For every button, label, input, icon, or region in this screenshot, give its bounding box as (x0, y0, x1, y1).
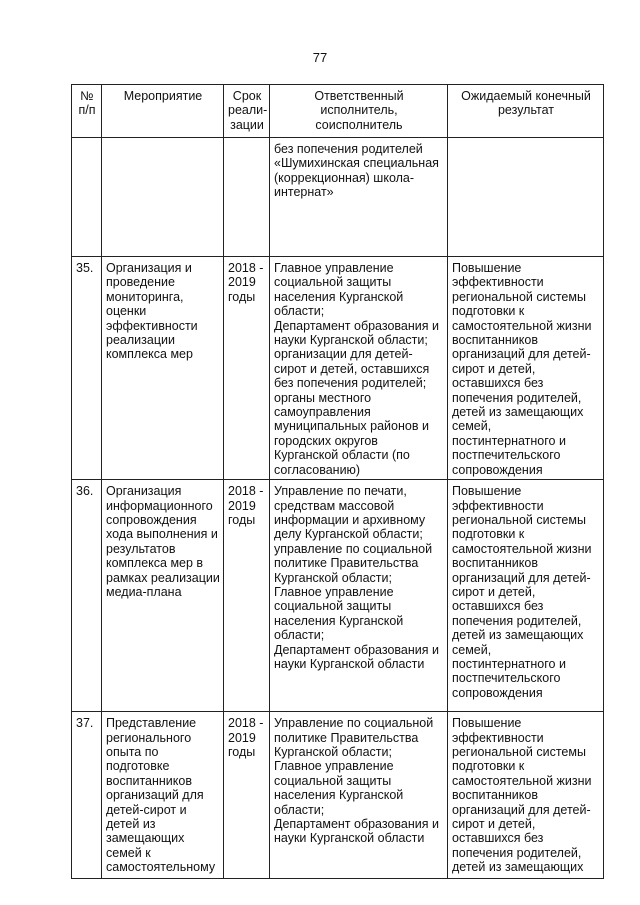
cell-number: 36. (72, 480, 102, 712)
table-row (72, 138, 604, 257)
cell-result: Повышение эффективности региональной системы подготовки к самостоятельной жизни воспитанников организаций для детей- сирот и детей, оставшихся без попечения родителей, детей из замещающих семей, постинтернатного и постпечительского сопровождения (448, 257, 604, 480)
cell-term (224, 138, 270, 257)
table-row (72, 257, 604, 480)
measures-table (71, 84, 604, 879)
header-result: Ожидаемый конечный результат (448, 85, 604, 138)
cell-number: 37. (72, 712, 102, 879)
cell-responsible: Главное управление социальной защиты населения Курганской области; Департамент образования и науки Курганской области; организации для детей- сирот и детей, оставшихся без попечения родителей; органы местного самоуправления муниципальных районов и городских округов Курганской области (по согласованию) (270, 257, 448, 480)
cell-number (72, 138, 102, 257)
cell-event (102, 138, 224, 257)
cell-term: 2018 - 2019 годы (224, 480, 270, 712)
header-number: № п/п (72, 85, 102, 138)
page-number: 77 (312, 50, 328, 65)
table-row (72, 480, 604, 712)
cell-event: Организация и проведение мониторинга, оценки эффективности реализации комплекса мер (102, 257, 224, 480)
cell-number: 35. (72, 257, 102, 480)
cell-term: 2018 - 2019 годы (224, 712, 270, 879)
cell-event: Организация информационного сопровождения хода выполнения и результатов комплекса мер в рамках реализации медиа-плана (102, 480, 224, 712)
cell-term: 2018 - 2019 годы (224, 257, 270, 480)
cell-responsible: без попечения родителей «Шумихинская специальная (коррекционная) школа- интернат» (270, 138, 448, 257)
cell-result (448, 138, 604, 257)
table-row (72, 712, 604, 879)
cell-responsible: Управление по печати, средствам массовой информации и архивному делу Курганской области; управление по социальной политике Правительства Курганской области; Главное управление социальной защиты населения Курганской области; Департамент образования и науки Курганской области (270, 480, 448, 712)
cell-responsible: Управление по социальной политике Правительства Курганской области; Главное управление социальной защиты населения Курганской области; Департамент образования и науки Курганской области (270, 712, 448, 879)
cell-result: Повышение эффективности региональной системы подготовки к самостоятельной жизни воспитанников организаций для детей- сирот и детей, оставшихся без попечения родителей, детей из замещающих (448, 712, 604, 879)
cell-event: Представление регионального опыта по подготовке воспитанников организаций для детей-сирот и детей из замещающих семей к самостоятельному (102, 712, 224, 879)
table-header-row (72, 85, 604, 138)
cell-result: Повышение эффективности региональной системы подготовки к самостоятельной жизни воспитанников организаций для детей- сирот и детей, оставшихся без попечения родителей, детей из замещающих семей, постинтернатного и постпечительского сопровождения (448, 480, 604, 712)
header-event: Мероприятие (102, 85, 224, 138)
header-responsible: Ответственный исполнитель, соисполнитель (270, 85, 448, 138)
header-term: Срок реали- зации (224, 85, 270, 138)
